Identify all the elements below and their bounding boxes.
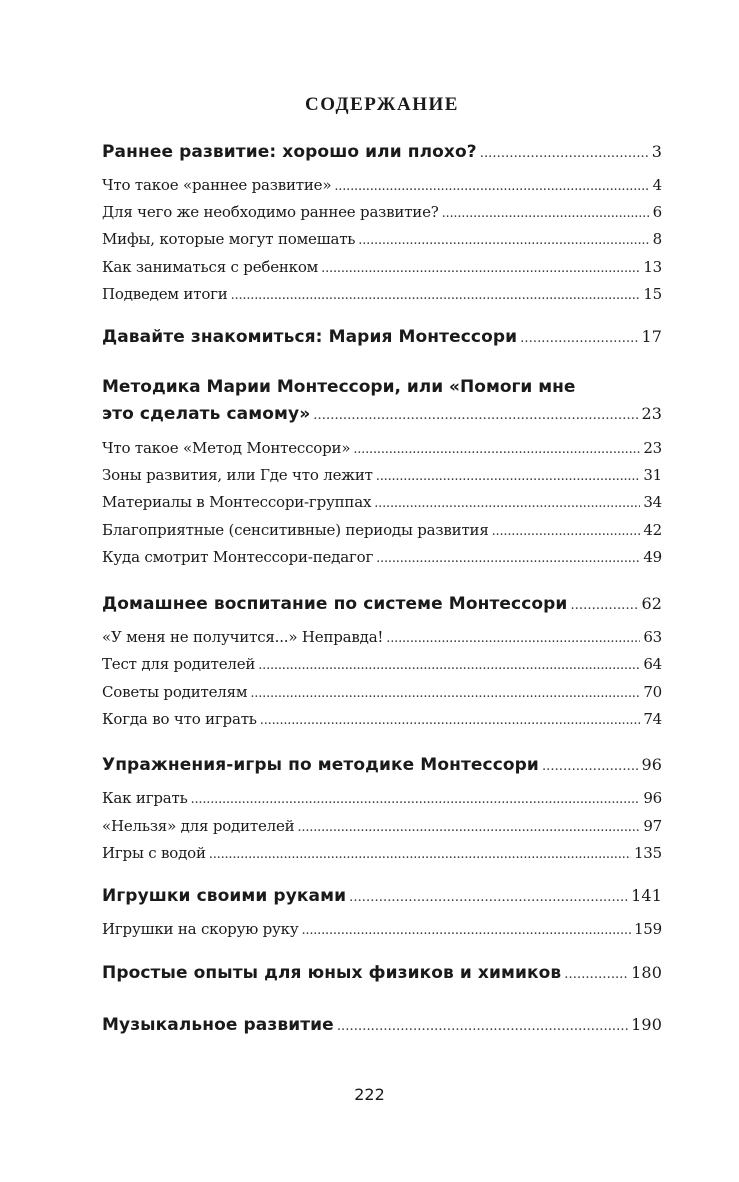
section-title: Материалы в Монтессори-группах (102, 493, 372, 511)
toc-section (102, 817, 662, 835)
toc-chapter (102, 886, 662, 906)
section-title: «Нельзя» для родителей (102, 817, 295, 835)
section-title: Игрушки на скорую руку (102, 920, 299, 938)
page-ref: 70 (643, 683, 662, 701)
toc-chapter (102, 963, 662, 983)
chapter-title: Раннее развитие: хорошо или плохо? (102, 142, 477, 162)
section-title: Подведем итоги (102, 285, 228, 303)
chapter-title: это сделать самому» (102, 404, 311, 424)
toc-section (102, 285, 662, 303)
toc-section (102, 466, 662, 484)
dot-leader (337, 1019, 628, 1034)
section-title: Когда во что играть (102, 710, 257, 728)
toc-chapter (102, 327, 662, 347)
page-ref: 135 (633, 844, 662, 862)
dot-leader (297, 820, 640, 835)
dot-leader (258, 658, 640, 673)
page-ref: 23 (643, 439, 662, 457)
section-title: Куда смотрит Монтессори-педагог (102, 548, 374, 566)
page-ref: 8 (652, 230, 662, 248)
dot-leader (542, 759, 639, 774)
page-ref: 13 (643, 258, 662, 276)
toc-title: СОДЕРЖАНИЕ (305, 94, 459, 115)
dot-leader (349, 890, 628, 905)
page-ref: 15 (643, 285, 662, 303)
section-title: Что такое «раннее развитие» (102, 176, 332, 194)
chapter-title: Игрушки своими руками (102, 886, 347, 906)
page-ref: 159 (633, 920, 662, 938)
section-title: Как заниматься с ребенком (102, 258, 319, 276)
page-ref: 190 (631, 1015, 662, 1034)
dot-leader (313, 408, 638, 423)
toc-section (102, 203, 662, 221)
dot-leader (376, 551, 640, 566)
page-ref: 17 (641, 327, 662, 346)
toc-section (102, 789, 662, 807)
page-ref: 180 (631, 963, 662, 982)
dot-leader (570, 598, 638, 613)
toc-chapter (102, 1015, 662, 1035)
page-ref: 74 (643, 710, 662, 728)
page-ref: 97 (643, 817, 662, 835)
section-title: Советы родителям (102, 683, 248, 701)
toc-chapter (102, 594, 662, 614)
toc-section (102, 710, 662, 728)
page-ref: 49 (643, 548, 662, 566)
page-ref: 64 (643, 655, 662, 673)
dot-leader (231, 288, 641, 303)
toc-section (102, 439, 662, 457)
chapter-title-line1: Методика Марии Монтессори, или «Помоги мне (102, 377, 576, 397)
dot-leader (191, 792, 641, 807)
toc-section (102, 920, 662, 938)
dot-leader (260, 713, 641, 728)
section-title: Как играть (102, 789, 188, 807)
page-ref: 62 (641, 594, 662, 613)
section-title: Тест для родителей (102, 655, 256, 673)
dot-leader (386, 631, 640, 646)
page-ref: 63 (643, 628, 662, 646)
dot-leader (321, 261, 640, 276)
section-title: Благоприятные (сенситивные) периоды развития (102, 521, 489, 539)
chapter-title: Давайте знакомиться: Мария Монтессори (102, 327, 518, 347)
toc-section (102, 628, 662, 646)
chapter-title: Домашнее воспитание по системе Монтессори (102, 594, 568, 614)
page-ref: 23 (641, 404, 662, 423)
toc-chapter (102, 404, 662, 424)
dot-leader (209, 847, 631, 862)
toc-section (102, 493, 662, 511)
toc-section (102, 655, 662, 673)
dot-leader (492, 524, 641, 539)
toc-section (102, 548, 662, 566)
dot-leader (480, 146, 649, 161)
toc-section (102, 230, 662, 248)
dot-leader (442, 206, 650, 221)
page-ref: 31 (643, 466, 662, 484)
toc-section (102, 521, 662, 539)
section-title: Мифы, которые могут помешать (102, 230, 356, 248)
dot-leader (374, 496, 640, 511)
dot-leader (520, 331, 638, 346)
page-ref: 96 (643, 789, 662, 807)
page-ref: 96 (641, 755, 662, 774)
section-title: Что такое «Метод Монтессори» (102, 439, 351, 457)
section-title: Зоны развития, или Где что лежит (102, 466, 373, 484)
page-ref: 6 (652, 203, 662, 221)
dot-leader (564, 967, 628, 982)
toc-chapter (102, 142, 662, 162)
chapter-title: Простые опыты для юных физиков и химиков (102, 963, 562, 983)
toc-section (102, 176, 662, 194)
toc-chapter (102, 755, 662, 775)
chapter-title: Упражнения-игры по методике Монтессори (102, 755, 539, 775)
page-ref: 42 (643, 521, 662, 539)
dot-leader (376, 469, 641, 484)
dot-leader (250, 686, 640, 701)
page-ref: 141 (631, 886, 662, 905)
section-title: «У меня не получится...» Неправда! (102, 628, 384, 646)
page-ref: 34 (643, 493, 662, 511)
section-title: Для чего же необходимо раннее развитие? (102, 203, 439, 221)
page-number: 222 (354, 1085, 385, 1104)
page-ref: 3 (651, 142, 662, 161)
toc-section (102, 683, 662, 701)
section-title: Игры с водой (102, 844, 206, 862)
chapter-title: Музыкальное развитие (102, 1015, 334, 1035)
toc-section (102, 258, 662, 276)
dot-leader (334, 179, 649, 194)
table-of-contents (102, 0, 662, 1182)
dot-leader (353, 442, 640, 457)
toc-section (102, 844, 662, 862)
dot-leader (301, 923, 631, 938)
dot-leader (358, 233, 649, 248)
page-ref: 4 (652, 176, 662, 194)
